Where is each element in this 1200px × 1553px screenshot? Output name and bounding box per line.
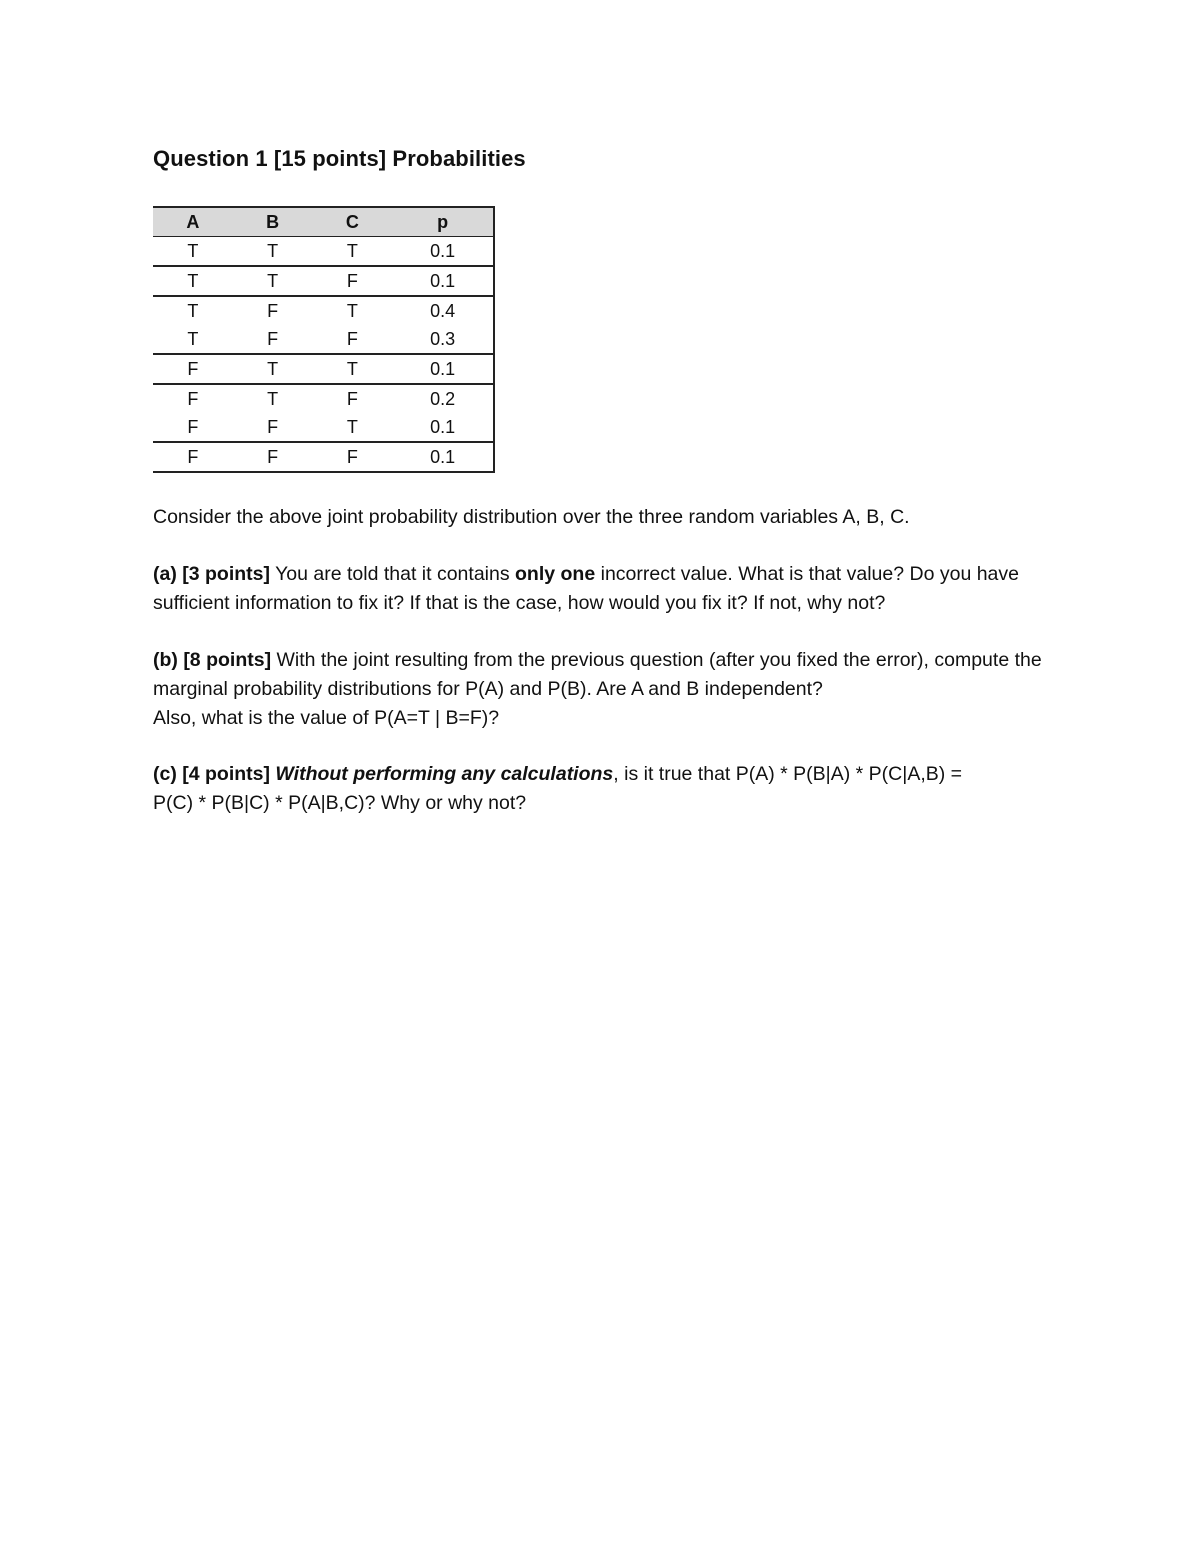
part-a-text-1: You are told that it contains xyxy=(270,563,516,585)
part-a-text-2: incorrect value. What is that value? Do you have sufficient information to fix it? If that is the case, how would you fix it? If not, why not? xyxy=(153,563,1019,614)
table-row xyxy=(153,413,494,442)
table-cell: F xyxy=(313,442,393,472)
column-header-a: A xyxy=(153,207,233,237)
table-row xyxy=(153,296,494,325)
table-cell: 0.4 xyxy=(392,296,494,325)
table-cell: T xyxy=(153,237,233,267)
table-row xyxy=(153,325,494,354)
table-cell: F xyxy=(153,354,233,384)
table-cell: T xyxy=(346,300,358,321)
part-c-text-1: , is it true that P(A) * P(B|A) * P(C|A,B) = xyxy=(613,763,963,785)
table-cell: F xyxy=(233,442,313,472)
table-cell: T xyxy=(267,388,279,409)
question-part-b xyxy=(153,646,1083,733)
table-cell: 0.1 xyxy=(392,413,494,442)
table-cell: T xyxy=(187,300,199,321)
table-row xyxy=(153,442,494,472)
table-cell: 0.3 xyxy=(392,325,494,354)
part-c-emphasis: Without performing any calculations xyxy=(275,763,614,785)
table-cell: 0.1 xyxy=(392,266,494,296)
table-cell: T xyxy=(153,325,233,354)
part-b-text-2: Also, what is the value of P(A=T | B=F)? xyxy=(153,707,500,729)
table-cell: F xyxy=(233,413,313,442)
table-cell: T xyxy=(233,266,313,296)
question-part-a xyxy=(153,560,1083,618)
table-cell: T xyxy=(313,237,393,267)
joint-probability-table xyxy=(153,206,495,473)
intro-paragraph: Consider the above joint probability distribution over the three random variables A, B, C. xyxy=(153,506,910,528)
table-cell: T xyxy=(313,354,393,384)
table-cell: 0.1 xyxy=(392,237,494,267)
table-cell: T xyxy=(153,266,233,296)
table-cell: F xyxy=(346,388,358,409)
table-cell: F xyxy=(153,413,233,442)
table-cell: F xyxy=(187,388,199,409)
table-row xyxy=(153,266,494,296)
table-cell: 0.1 xyxy=(392,354,494,384)
table-cell: F xyxy=(267,300,279,321)
page-title: Question 1 [15 points] Probabilities xyxy=(153,146,526,171)
table-cell: T xyxy=(233,237,313,267)
table-cell: 0.1 xyxy=(392,442,494,472)
table-cell: F xyxy=(313,266,393,296)
column-header-c: C xyxy=(313,207,393,237)
question-part-c xyxy=(153,760,1083,818)
table-cell: T xyxy=(233,354,313,384)
table-cell: F xyxy=(313,325,393,354)
part-b-text-1: With the joint resulting from the previous question (after you fixed the error), compute the marginal probability distributions for P(A) and P(B). Are A and B independent? xyxy=(153,649,1042,700)
table-cell: T xyxy=(313,413,393,442)
table-header-row xyxy=(153,207,494,237)
part-b-label: (b) [8 points] xyxy=(153,649,272,671)
part-c-label: (c) [4 points] xyxy=(153,763,270,785)
table-cell: F xyxy=(233,325,313,354)
column-header-b: B xyxy=(233,207,313,237)
part-a-emphasis: only one xyxy=(515,563,596,585)
table-row xyxy=(153,384,494,413)
table-row xyxy=(153,237,494,267)
part-c-text-2: P(C) * P(B|C) * P(A|B,C)? Why or why not? xyxy=(153,792,527,814)
table-cell: 0.2 xyxy=(392,384,494,413)
column-header-p: p xyxy=(392,207,494,237)
table-cell: F xyxy=(153,442,233,472)
part-a-label: (a) [3 points] xyxy=(153,563,270,585)
table-row xyxy=(153,354,494,384)
